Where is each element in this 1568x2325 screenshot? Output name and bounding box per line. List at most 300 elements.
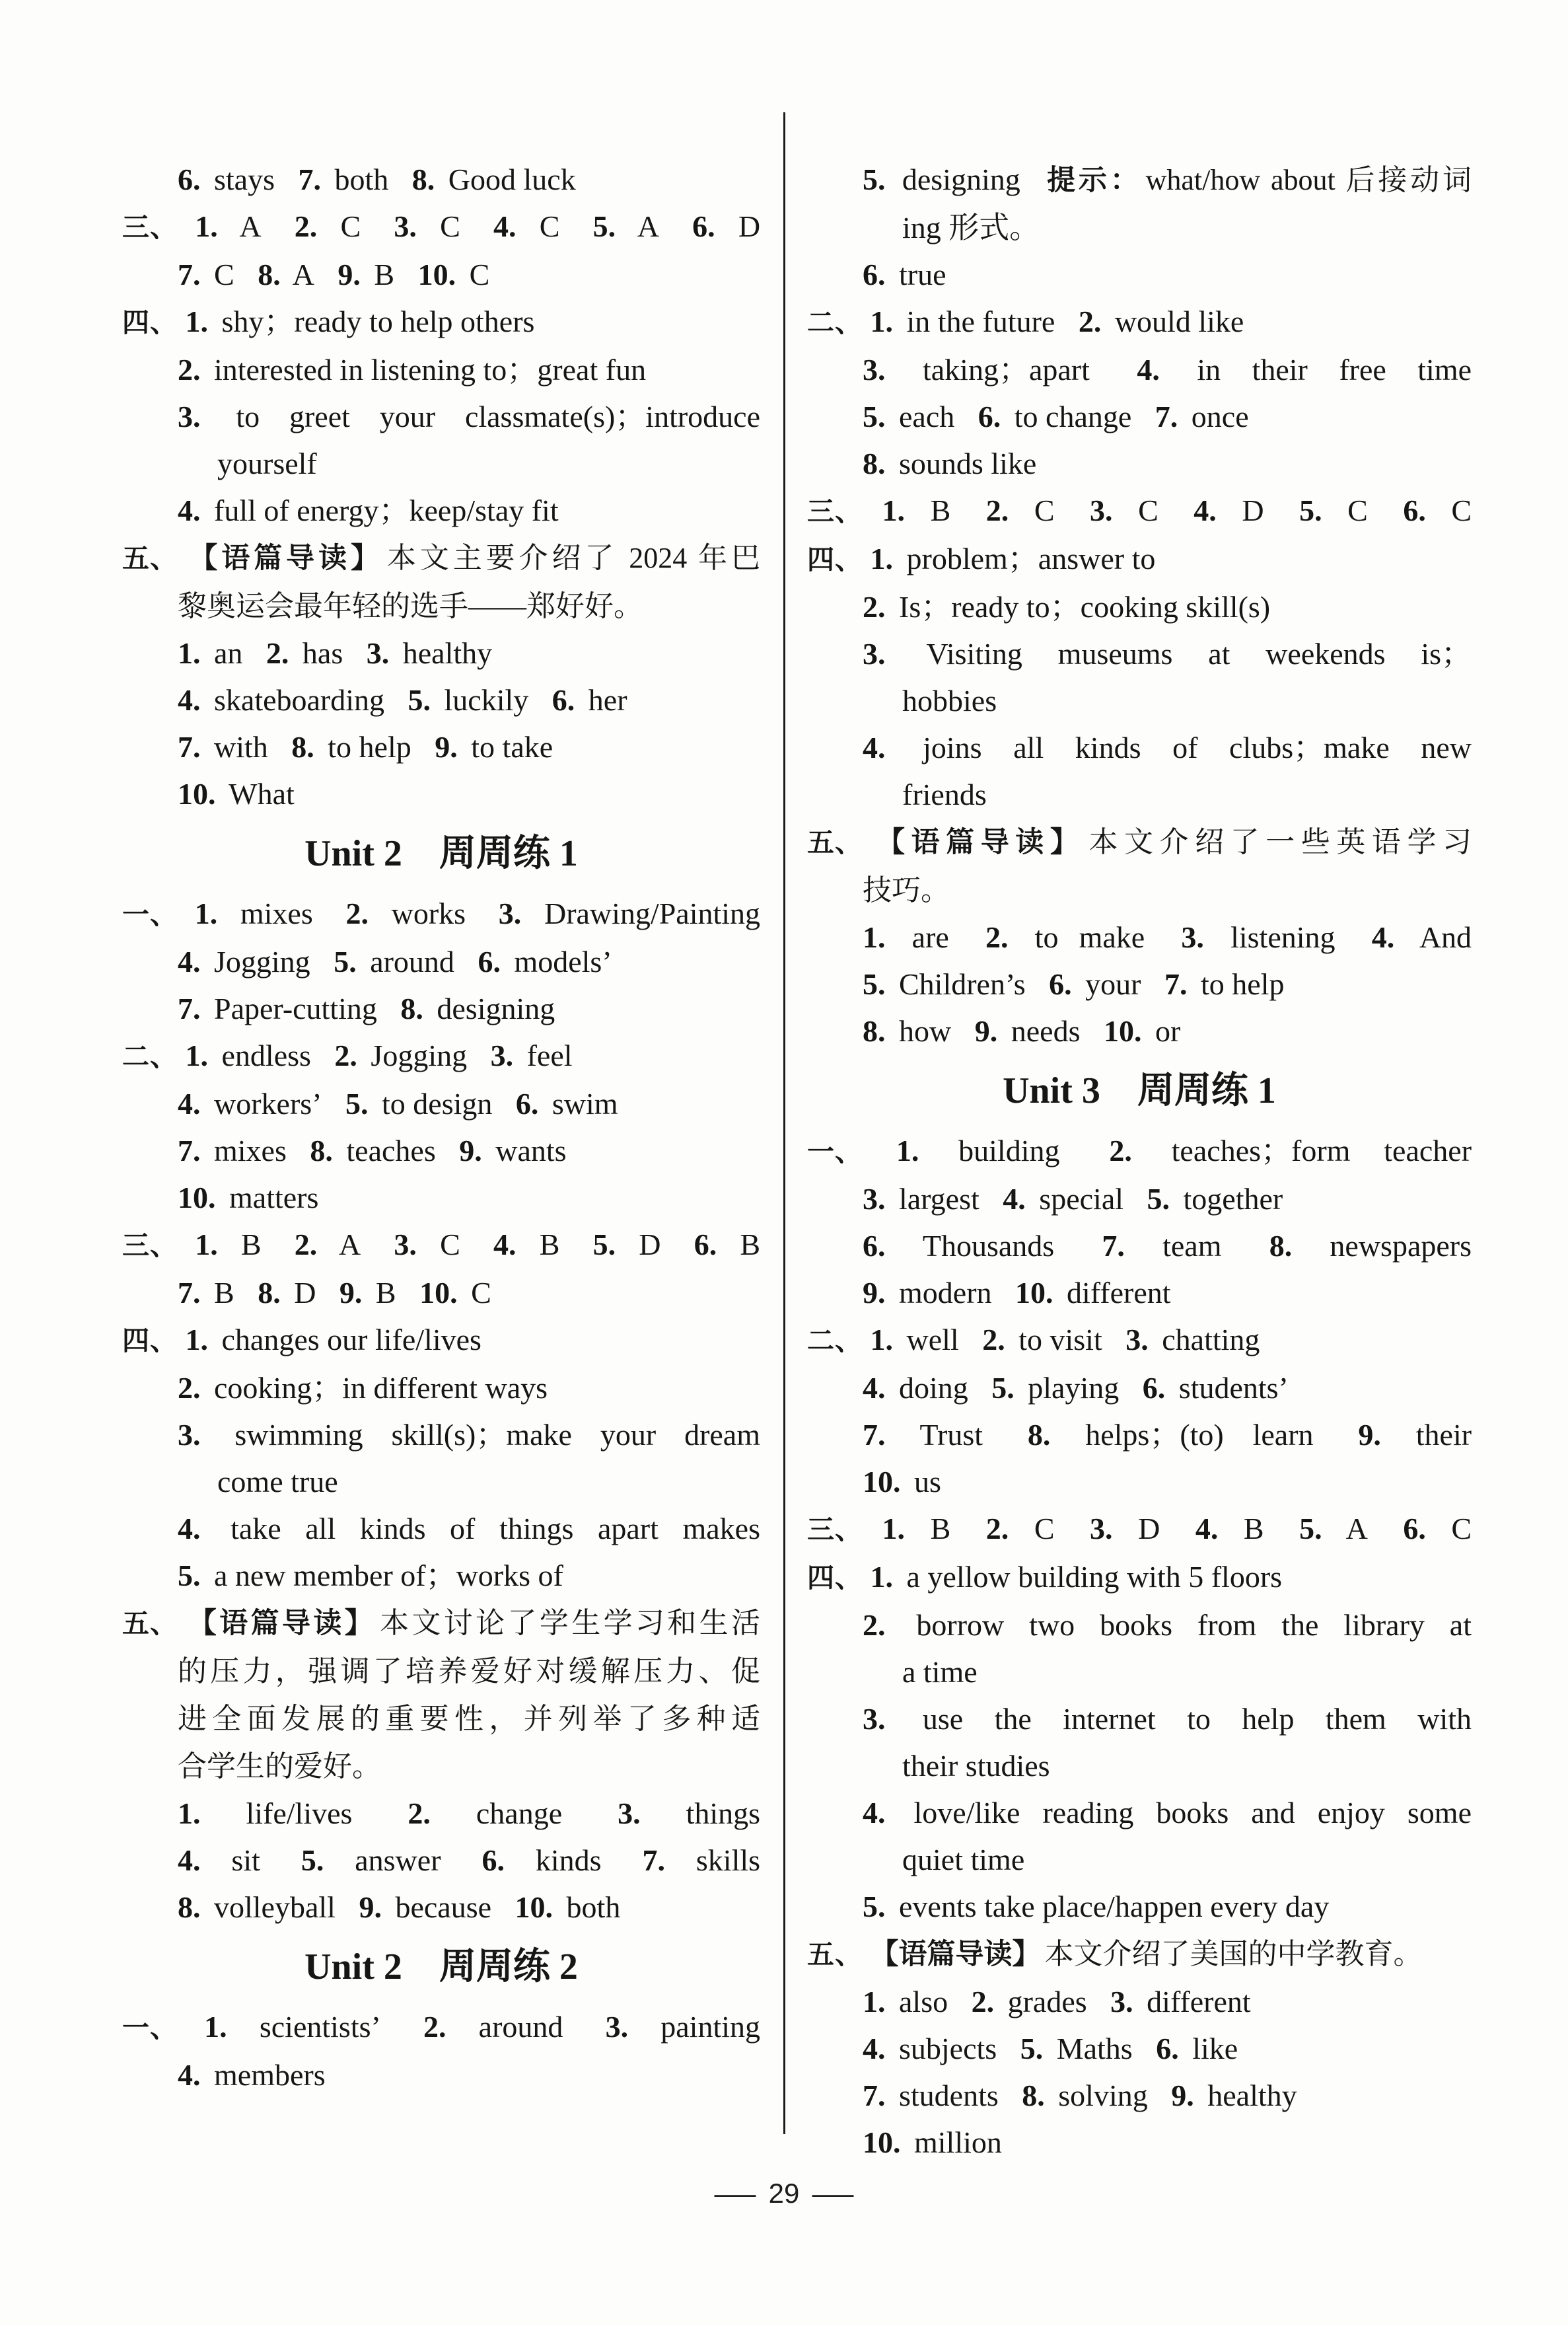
answer-item (863, 731, 1472, 764)
item-number: 6. (1049, 967, 1072, 1001)
footer-dash-right: — (812, 2178, 854, 2209)
item-text: members (214, 2058, 326, 2092)
answer-item (178, 1418, 760, 1452)
answer-item (1028, 1418, 1314, 1452)
item-text: D (1138, 1512, 1160, 1545)
answer-item (367, 636, 492, 670)
item-number: 9. (1171, 2079, 1194, 2112)
answer-item (178, 1512, 760, 1545)
item-number: 1. (882, 1512, 906, 1545)
item-text: problem；answer to (906, 542, 1156, 575)
item-number: 4. (863, 731, 886, 764)
item-number: 8. (310, 1134, 333, 1167)
answer-item (178, 1276, 234, 1310)
item-number: 3. (1125, 1323, 1149, 1356)
answer-line (807, 1836, 1472, 1883)
item-text: an (214, 636, 243, 670)
answer-item (459, 1134, 566, 1167)
item-text: feel (526, 1039, 573, 1072)
item-number: 4. (493, 1228, 517, 1261)
item-number: 4. (178, 2058, 201, 2092)
answer-item (1164, 967, 1284, 1001)
answer-item (863, 590, 1270, 624)
page-footer (0, 2178, 1568, 2209)
item-number: 2. (266, 636, 289, 670)
item-number: 2. (982, 1323, 1005, 1356)
passage-guide-text: 本文介绍了美国的中学教育。 (1044, 1938, 1423, 1970)
item-number: 1. (870, 1323, 893, 1356)
item-text: workers’ (214, 1087, 322, 1121)
answer-item (295, 209, 361, 243)
answer-line (807, 1505, 1472, 1553)
answer-item (178, 945, 310, 978)
item-text: B (930, 1512, 951, 1545)
answer-item (178, 636, 242, 670)
item-text: sit (231, 1843, 260, 1877)
answer-item (359, 1890, 491, 1924)
item-text: sounds like (899, 447, 1037, 480)
answer-item (1102, 1229, 1221, 1263)
item-text: C (1034, 1512, 1055, 1545)
answer-item (400, 992, 555, 1025)
answer-line (122, 1032, 760, 1080)
answer-item (1155, 400, 1249, 433)
answer-item (491, 1039, 573, 1072)
answer-line (807, 204, 1472, 251)
item-number: 4. (178, 1512, 201, 1545)
answer-item (299, 163, 389, 196)
answer-item (258, 1276, 316, 1310)
item-text: C (469, 258, 490, 291)
answer-line (122, 677, 760, 723)
item-number: 9. (863, 1276, 886, 1310)
item-number: 3. (498, 897, 522, 930)
answer-item (499, 897, 760, 930)
unit-heading-row (122, 1931, 760, 2003)
item-text: change (476, 1796, 563, 1830)
section-label: 五、 (807, 827, 863, 858)
item-number: 7. (863, 1418, 886, 1452)
answer-item (493, 209, 559, 243)
answer-item (863, 1465, 941, 1498)
item-number: 1. (863, 1985, 886, 2018)
item-number: 1. (185, 305, 208, 338)
item-number: 5. (1020, 2032, 1044, 2065)
item-text: B (740, 1228, 761, 1261)
item-number: 5. (592, 1228, 616, 1261)
item-text: things (686, 1796, 761, 1830)
item-text: matters (229, 1181, 319, 1214)
item-text: Thousands (922, 1229, 1055, 1263)
answer-item (985, 920, 1145, 954)
item-text: to visit (1018, 1323, 1102, 1356)
answer-item (1049, 967, 1141, 1001)
section-label: 一、 (122, 899, 178, 930)
answer-item (186, 305, 535, 338)
item-number: 2. (971, 1985, 995, 2018)
item-text: to change (1014, 400, 1132, 433)
item-number: 3. (863, 353, 886, 387)
item-text: kinds (535, 1843, 602, 1877)
answer-line (122, 1458, 760, 1505)
item-number: 7. (178, 1134, 201, 1167)
passage-guide-text: 合学生的爱好。 (178, 1750, 381, 1783)
item-text: A (292, 258, 314, 291)
section-label: 二、 (122, 1041, 178, 1072)
item-number: 7. (1102, 1229, 1125, 1263)
answer-item (423, 2010, 563, 2044)
answer-item (1079, 305, 1244, 338)
answer-item (178, 1843, 260, 1877)
answer-item (863, 1608, 1472, 1642)
answer-line (807, 1648, 1472, 1695)
answer-item (195, 897, 313, 930)
answer-line (807, 1553, 1472, 1602)
answer-line (807, 1789, 1472, 1836)
item-number: 6. (178, 163, 201, 196)
answer-line (122, 1742, 760, 1790)
answer-line (807, 1127, 1472, 1175)
item-text: designing (437, 992, 555, 1025)
item-number: 3. (178, 1418, 201, 1452)
item-text: B (375, 1276, 396, 1310)
item-text: Jogging (371, 1039, 468, 1072)
item-text: playing (1028, 1371, 1120, 1405)
item-number: 1. (870, 1560, 893, 1594)
answer-line (122, 1411, 760, 1458)
item-number: 5. (1299, 1512, 1322, 1545)
answer-item (863, 1371, 968, 1405)
column-divider (783, 112, 785, 2134)
answer-line (122, 1269, 760, 1316)
answer-item (863, 2125, 1002, 2159)
answer-item (295, 1228, 361, 1261)
item-number: 2. (178, 353, 201, 387)
answer-item (435, 730, 553, 764)
item-number: 10. (1015, 1276, 1053, 1310)
answer-item (863, 1276, 992, 1310)
item-number: 8. (863, 1014, 886, 1048)
answer-line (807, 1930, 1472, 1978)
item-text: different (1067, 1276, 1171, 1310)
item-number: 4. (178, 683, 201, 717)
answer-line (807, 583, 1472, 630)
item-number: 1. (863, 920, 886, 954)
item-text: a new member of；works of (214, 1559, 563, 1592)
answer-item (178, 1890, 336, 1924)
item-text: designing (902, 163, 1020, 196)
item-text: true (899, 258, 946, 291)
answer-line (122, 1364, 760, 1411)
item-text: like (1192, 2032, 1238, 2065)
item-number: 5. (863, 967, 886, 1001)
item-text: love/like reading books and enjoy some (913, 1796, 1472, 1829)
item-number: 10. (178, 777, 216, 811)
answer-line (807, 724, 1472, 771)
item-text: to make (1034, 920, 1145, 954)
item-text: C (1347, 494, 1368, 527)
answer-item (863, 1702, 1472, 1736)
answer-item (291, 730, 411, 764)
item-number: 3. (490, 1039, 514, 1072)
section-label: 五、 (807, 1939, 863, 1970)
item-text: each (899, 400, 955, 433)
answer-item (394, 209, 460, 243)
answer-item (419, 1276, 491, 1310)
item-number: 5. (863, 163, 886, 196)
item-number: 4. (863, 1796, 886, 1829)
item-number: 7. (863, 2079, 886, 2112)
passage-guide-text: 本文介绍了一些英语学习 (1088, 826, 1472, 858)
item-text: changes our life/lives (221, 1323, 481, 1356)
item-number: 3. (394, 209, 417, 243)
answer-item (1090, 494, 1158, 527)
answer-item (178, 353, 646, 387)
item-text: A (338, 1228, 361, 1261)
item-text: teaches (346, 1134, 436, 1167)
answer-line (807, 914, 1472, 961)
answer-line (122, 1505, 760, 1552)
answer-item (863, 1014, 951, 1048)
item-text: healthy (1207, 2079, 1297, 2112)
answer-item (593, 209, 659, 243)
item-number: 3. (1090, 1512, 1113, 1545)
item-number: 8. (258, 1276, 281, 1310)
item-text: to design (382, 1087, 493, 1121)
answer-item (1109, 1134, 1472, 1167)
section-label: 三、 (807, 496, 863, 527)
item-number: 8. (411, 163, 435, 196)
answer-item (515, 1890, 621, 1924)
item-text: Paper-cutting (214, 992, 377, 1025)
item-number: 8. (863, 447, 886, 480)
item-number: 6. (978, 400, 1001, 433)
item-number: 4. (1137, 353, 1160, 387)
answer-line (122, 1837, 760, 1884)
item-number: 8. (291, 730, 314, 764)
answer-item (978, 400, 1132, 433)
item-text: B (930, 494, 951, 527)
answer-item (871, 305, 1055, 338)
item-text: cooking；in different ways (214, 1371, 548, 1405)
item-number: 6. (694, 1228, 717, 1261)
answer-item (1104, 1014, 1180, 1048)
answer-item (1299, 494, 1368, 527)
answer-line (807, 2025, 1472, 2072)
item-text: modern (899, 1276, 992, 1310)
item-number: 6. (1403, 1512, 1426, 1545)
answer-item (1143, 1371, 1289, 1405)
answer-item (863, 967, 1026, 1001)
item-text: has (302, 636, 343, 670)
item-text: C (440, 1228, 460, 1261)
section-label: 四、 (807, 1563, 863, 1593)
item-text: to greet your classmate(s)；introduce (236, 400, 761, 433)
item-text: to help (1201, 967, 1285, 1001)
answer-item (338, 258, 394, 291)
answer-item (1090, 1512, 1160, 1545)
item-text: mixes (240, 897, 313, 930)
answer-item (493, 1228, 559, 1261)
item-number: 2. (294, 209, 318, 243)
item-text: Good luck (448, 163, 576, 196)
answer-line (807, 2119, 1472, 2166)
answer-item (692, 209, 760, 243)
answer-item (1181, 920, 1335, 954)
answer-line (807, 630, 1472, 677)
answer-item (178, 163, 275, 196)
answer-item (178, 258, 234, 291)
answer-item (178, 1371, 548, 1405)
answer-item (863, 2032, 997, 2065)
item-text: well (906, 1323, 959, 1356)
item-number: 2. (345, 897, 369, 930)
item-number: 7. (1164, 967, 1188, 1001)
answer-line (122, 723, 760, 770)
item-text: And (1419, 920, 1472, 954)
item-text: to help (328, 730, 411, 764)
item-text: painting (660, 2010, 761, 2044)
item-text: stays (214, 163, 275, 196)
answer-line (122, 890, 760, 938)
answer-line (122, 1174, 760, 1221)
section-label: 二、 (807, 1325, 863, 1356)
item-text: answer (355, 1843, 441, 1877)
item-text: to take (471, 730, 553, 764)
answer-item (186, 1039, 311, 1072)
item-text: C (214, 258, 234, 291)
section-label: 四、 (807, 544, 863, 575)
item-number: 5. (345, 1087, 369, 1121)
item-number: 1. (178, 1796, 201, 1830)
item-text: chatting (1162, 1323, 1260, 1356)
answer-item (642, 1843, 760, 1877)
page-number: 29 (768, 2178, 800, 2209)
unit-heading-row (122, 817, 760, 890)
item-text: C (1451, 494, 1472, 527)
answer-item (1195, 1512, 1264, 1545)
item-text: full of energy；keep/stay fit (214, 494, 559, 527)
passage-guide-text: 的压力，强调了培养爱好对缓解压力、促 (178, 1655, 760, 1687)
answer-line (807, 393, 1472, 440)
column-right (807, 156, 1472, 2166)
answer-item (1020, 2032, 1133, 2065)
item-number: 1. (896, 1134, 919, 1167)
item-number: 7. (178, 258, 201, 291)
answer-item (178, 400, 760, 433)
answer-item (882, 494, 951, 527)
answer-item (863, 1985, 948, 2018)
answer-item (1358, 1418, 1472, 1452)
item-number: 3. (366, 636, 390, 670)
item-number: 7. (178, 730, 201, 764)
continuation-text: ing 形式。 (902, 211, 1040, 244)
section-heading: Unit 3 周周练 1 (1003, 1070, 1276, 1111)
item-text: taking；apart (922, 353, 1090, 387)
answer-item (986, 494, 1055, 527)
item-text: subjects (899, 2032, 997, 2065)
item-text: C (1138, 494, 1158, 527)
item-number: 10. (178, 1181, 216, 1214)
answer-line (807, 1316, 1472, 1364)
item-text: together (1183, 1182, 1283, 1216)
answer-line (807, 2072, 1472, 2119)
item-number: 6. (478, 945, 501, 978)
item-number: 2. (863, 590, 886, 624)
item-number: 3. (863, 637, 886, 671)
answer-item (204, 2010, 381, 2044)
answer-item (1171, 2079, 1297, 2112)
passage-guide-text: 进全面发展的重要性，并列举了多种适 (178, 1703, 760, 1735)
item-text: newspapers (1330, 1229, 1472, 1263)
section-heading: Unit 2 周周练 2 (304, 1946, 578, 1987)
answer-item (478, 945, 612, 978)
answer-item (1147, 1182, 1283, 1216)
answer-item (863, 353, 1090, 387)
section-label: 三、 (122, 1230, 178, 1261)
item-number: 2. (294, 1228, 318, 1261)
item-number: 9. (339, 1276, 363, 1310)
answer-item (863, 1890, 1329, 1923)
item-number: 1. (870, 305, 893, 338)
item-text: would like (1114, 305, 1244, 338)
item-number: 6. (1142, 1371, 1166, 1405)
continuation-text: come true (217, 1465, 338, 1498)
item-text: D (1242, 494, 1264, 527)
section-label: 三、 (807, 1514, 863, 1545)
item-number: 8. (258, 258, 281, 291)
item-text: in the future (906, 305, 1055, 338)
item-text: once (1191, 400, 1249, 433)
item-number: 4. (863, 1371, 886, 1405)
section-label: 二、 (807, 307, 863, 338)
item-text: B (240, 1228, 262, 1261)
continuation-text: their studies (902, 1749, 1050, 1783)
item-number: 1. (185, 1039, 208, 1072)
item-number: 9. (435, 730, 458, 764)
item-number: 9. (338, 258, 361, 291)
passage-guide-text: 技巧。 (863, 874, 950, 906)
item-number: 3. (863, 1182, 886, 1216)
item-text: also (899, 1985, 948, 2018)
answer-line (807, 1269, 1472, 1316)
item-text: both (566, 1890, 621, 1924)
item-number: 9. (974, 1014, 998, 1048)
item-text: C (1451, 1512, 1472, 1545)
item-number: 5. (592, 209, 616, 243)
section-heading: Unit 2 周周练 1 (304, 833, 578, 874)
item-number: 6. (1156, 2032, 1179, 2065)
answer-item (481, 1843, 601, 1877)
answer-line (807, 866, 1472, 914)
answer-item (863, 1796, 1472, 1829)
answer-line (807, 771, 1472, 818)
answer-item (178, 992, 377, 1025)
passage-guide-text: 本文主要介绍了 2024 年巴 (386, 542, 761, 574)
item-text: with (214, 730, 268, 764)
answer-line (122, 1221, 760, 1269)
item-number: 6. (863, 1229, 886, 1263)
answer-line (122, 770, 760, 817)
section-label: 一、 (807, 1136, 863, 1167)
answer-item (863, 447, 1036, 480)
answer-item (334, 945, 454, 978)
item-number: 5. (863, 400, 886, 433)
answer-line (807, 487, 1472, 535)
passage-guide-tag: 【语篇导读】 (189, 542, 383, 574)
item-text: endless (221, 1039, 311, 1072)
item-number: 4. (178, 1843, 201, 1877)
